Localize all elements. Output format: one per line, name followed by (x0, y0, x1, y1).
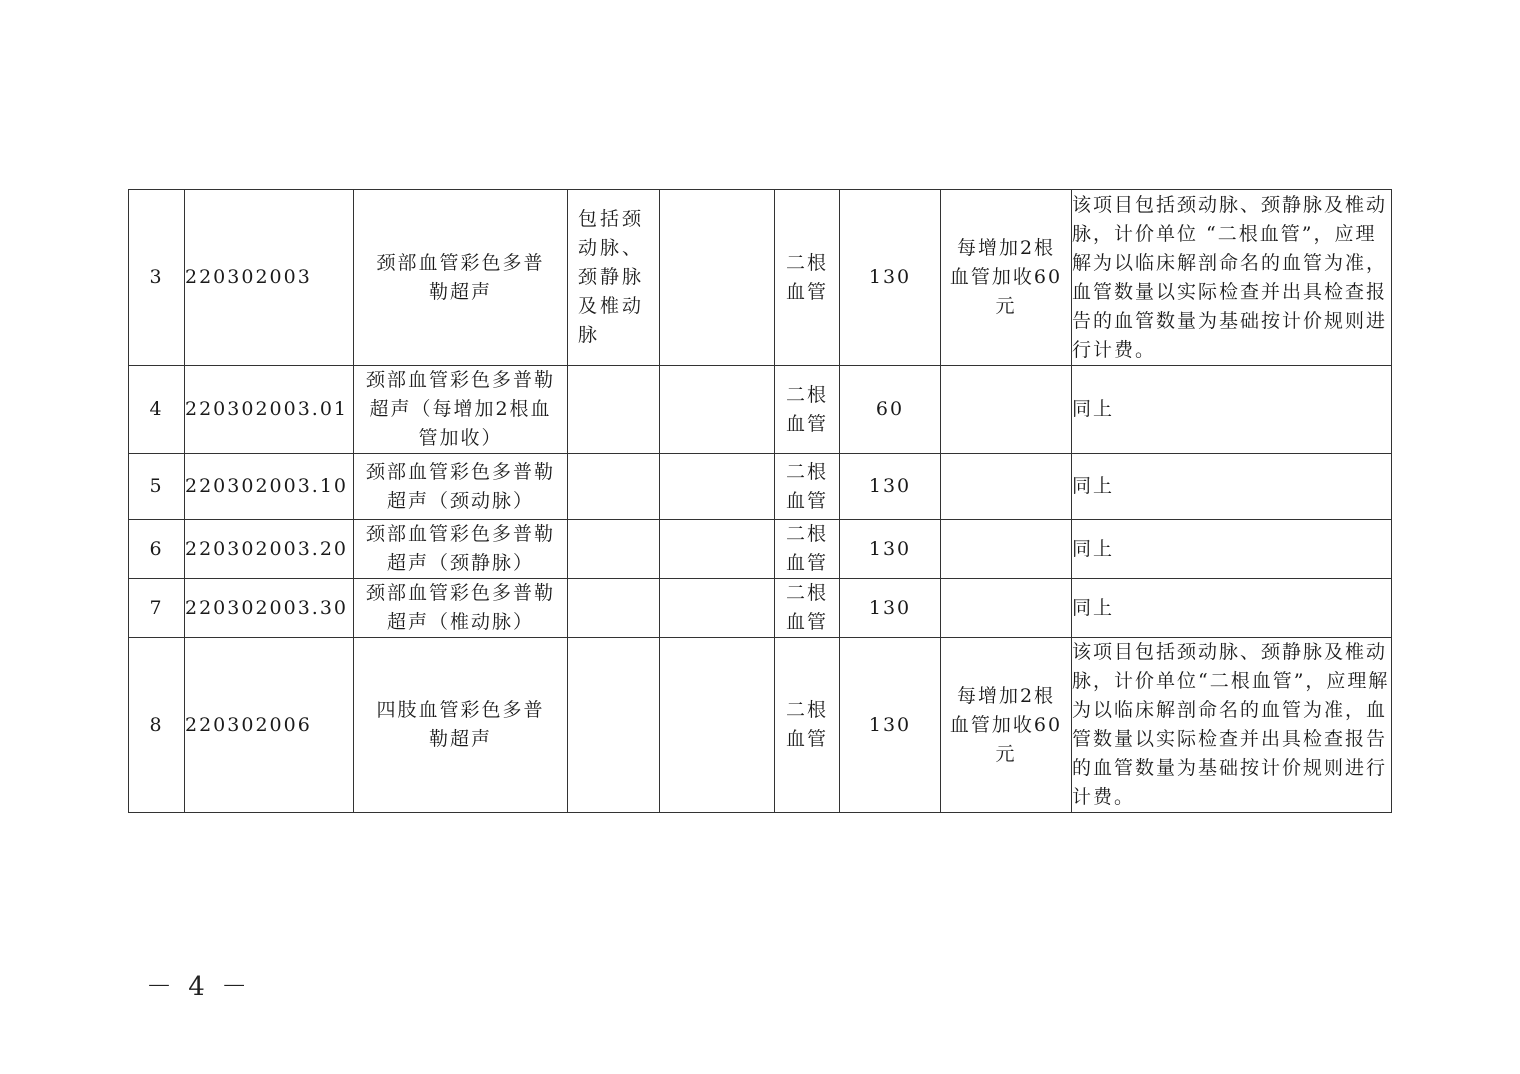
row-seq: 5 (129, 454, 185, 520)
row-name: 四肢血管彩色多普勒超声 (354, 638, 568, 813)
row-seq: 8 (129, 638, 185, 813)
table-row (129, 520, 1392, 579)
row-content (568, 520, 660, 579)
row-note: 同上 (1072, 366, 1392, 454)
price-table (128, 189, 1392, 813)
row-increment: 每增加2根血管加收60元 (941, 638, 1072, 813)
row-price: 60 (840, 366, 941, 454)
row-content: 包括颈动脉、颈静脉及椎动脉 (568, 190, 660, 366)
row-price: 130 (840, 520, 941, 579)
row-code: 220302003.01 (185, 366, 354, 454)
table-row (129, 366, 1392, 454)
row-unit: 二根血管 (775, 579, 840, 638)
row-increment (941, 579, 1072, 638)
row-name: 颈部血管彩色多普勒超声（椎动脉） (354, 579, 568, 638)
table-row (129, 638, 1392, 813)
row-seq: 6 (129, 520, 185, 579)
row-unit: 二根血管 (775, 366, 840, 454)
row-excluded (660, 454, 775, 520)
row-unit: 二根血管 (775, 638, 840, 813)
row-unit: 二根血管 (775, 520, 840, 579)
row-note: 该项目包括颈动脉、颈静脉及椎动脉，计价单位“二根血管”，应理解为以临床解剖命名的血管为准，血管数量以实际检查并出具检查报告的血管数量为基础按计价规则进行计费。 (1072, 638, 1392, 813)
row-seq: 7 (129, 579, 185, 638)
row-unit: 二根血管 (775, 190, 840, 366)
row-note: 该项目包括颈动脉、颈静脉及椎动脉，计价单位 “二根血管”，应理解为以临床解剖命名的血管为准，血管数量以实际检查并出具检查报告的血管数量为基础按计价规则进行计费。 (1072, 190, 1392, 366)
page-number: － 4 － (146, 972, 252, 1002)
row-content (568, 638, 660, 813)
table-row (129, 454, 1392, 520)
row-content (568, 454, 660, 520)
row-name: 颈部血管彩色多普勒超声（颈动脉） (354, 454, 568, 520)
row-increment (941, 366, 1072, 454)
row-note: 同上 (1072, 454, 1392, 520)
table-row (129, 190, 1392, 366)
row-code: 220302003.30 (185, 579, 354, 638)
row-seq: 4 (129, 366, 185, 454)
row-code: 220302003 (185, 190, 354, 366)
row-excluded (660, 190, 775, 366)
row-name: 颈部血管彩色多普勒超声 (354, 190, 568, 366)
row-price: 130 (840, 190, 941, 366)
table-row (129, 579, 1392, 638)
row-unit: 二根血管 (775, 454, 840, 520)
row-excluded (660, 638, 775, 813)
row-price: 130 (840, 638, 941, 813)
row-code: 220302006 (185, 638, 354, 813)
row-increment (941, 520, 1072, 579)
row-note: 同上 (1072, 520, 1392, 579)
row-name: 颈部血管彩色多普勒超声（颈静脉） (354, 520, 568, 579)
row-content (568, 579, 660, 638)
row-code: 220302003.20 (185, 520, 354, 579)
row-name: 颈部血管彩色多普勒超声（每增加2根血管加收） (354, 366, 568, 454)
row-excluded (660, 579, 775, 638)
row-excluded (660, 520, 775, 579)
row-seq: 3 (129, 190, 185, 366)
row-price: 130 (840, 454, 941, 520)
row-excluded (660, 366, 775, 454)
row-note: 同上 (1072, 579, 1392, 638)
row-code: 220302003.10 (185, 454, 354, 520)
row-price: 130 (840, 579, 941, 638)
row-increment (941, 454, 1072, 520)
row-content (568, 366, 660, 454)
row-increment: 每增加2根血管加收60元 (941, 190, 1072, 366)
